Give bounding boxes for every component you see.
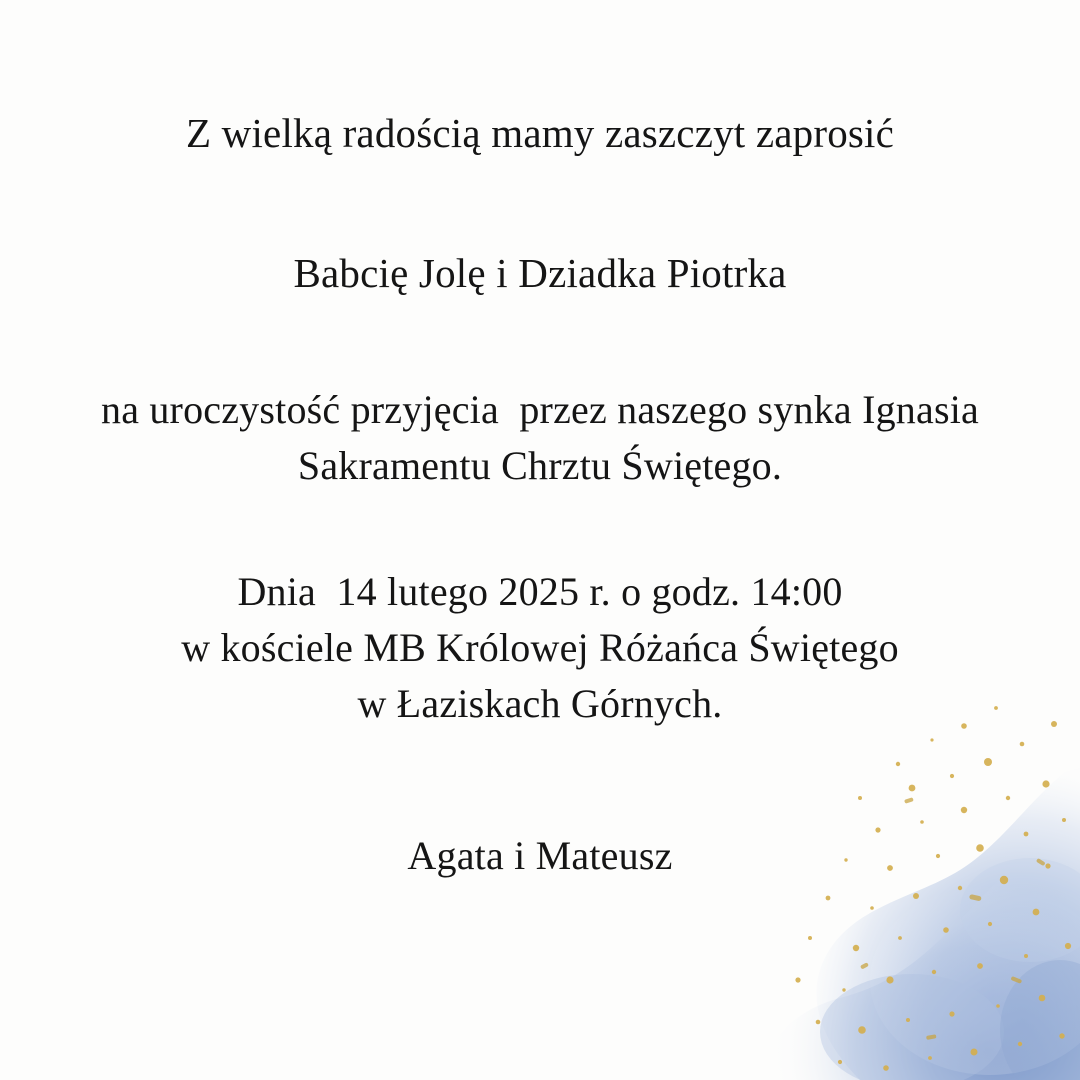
guests-paragraph xyxy=(293,244,786,302)
invitation-text-block xyxy=(0,86,1080,884)
occasion-line-2: Sakramentu Chrztu Świętego. xyxy=(297,443,783,488)
occasion-paragraph xyxy=(101,382,979,494)
occasion-line-1: na uroczystość przyjęcia przez naszego synka Ignasia xyxy=(101,387,979,432)
place-line-2: w Łaziskach Górnych. xyxy=(357,681,723,726)
guests-line: Babcię Jolę i Dziadka Piotrka xyxy=(293,250,787,296)
date-line: Dnia 14 lutego 2025 r. o godz. 14:00 xyxy=(237,569,843,614)
signature-line: Agata i Mateusz xyxy=(407,833,673,878)
place-line-1: w kościele MB Królowej Różańca Świętego xyxy=(181,625,899,670)
signature-paragraph xyxy=(407,828,672,884)
intro-paragraph xyxy=(186,104,894,162)
intro-line: Z wielką radością mamy zaszczyt zaprosić xyxy=(185,110,895,156)
datetime-place-paragraph xyxy=(181,564,899,732)
